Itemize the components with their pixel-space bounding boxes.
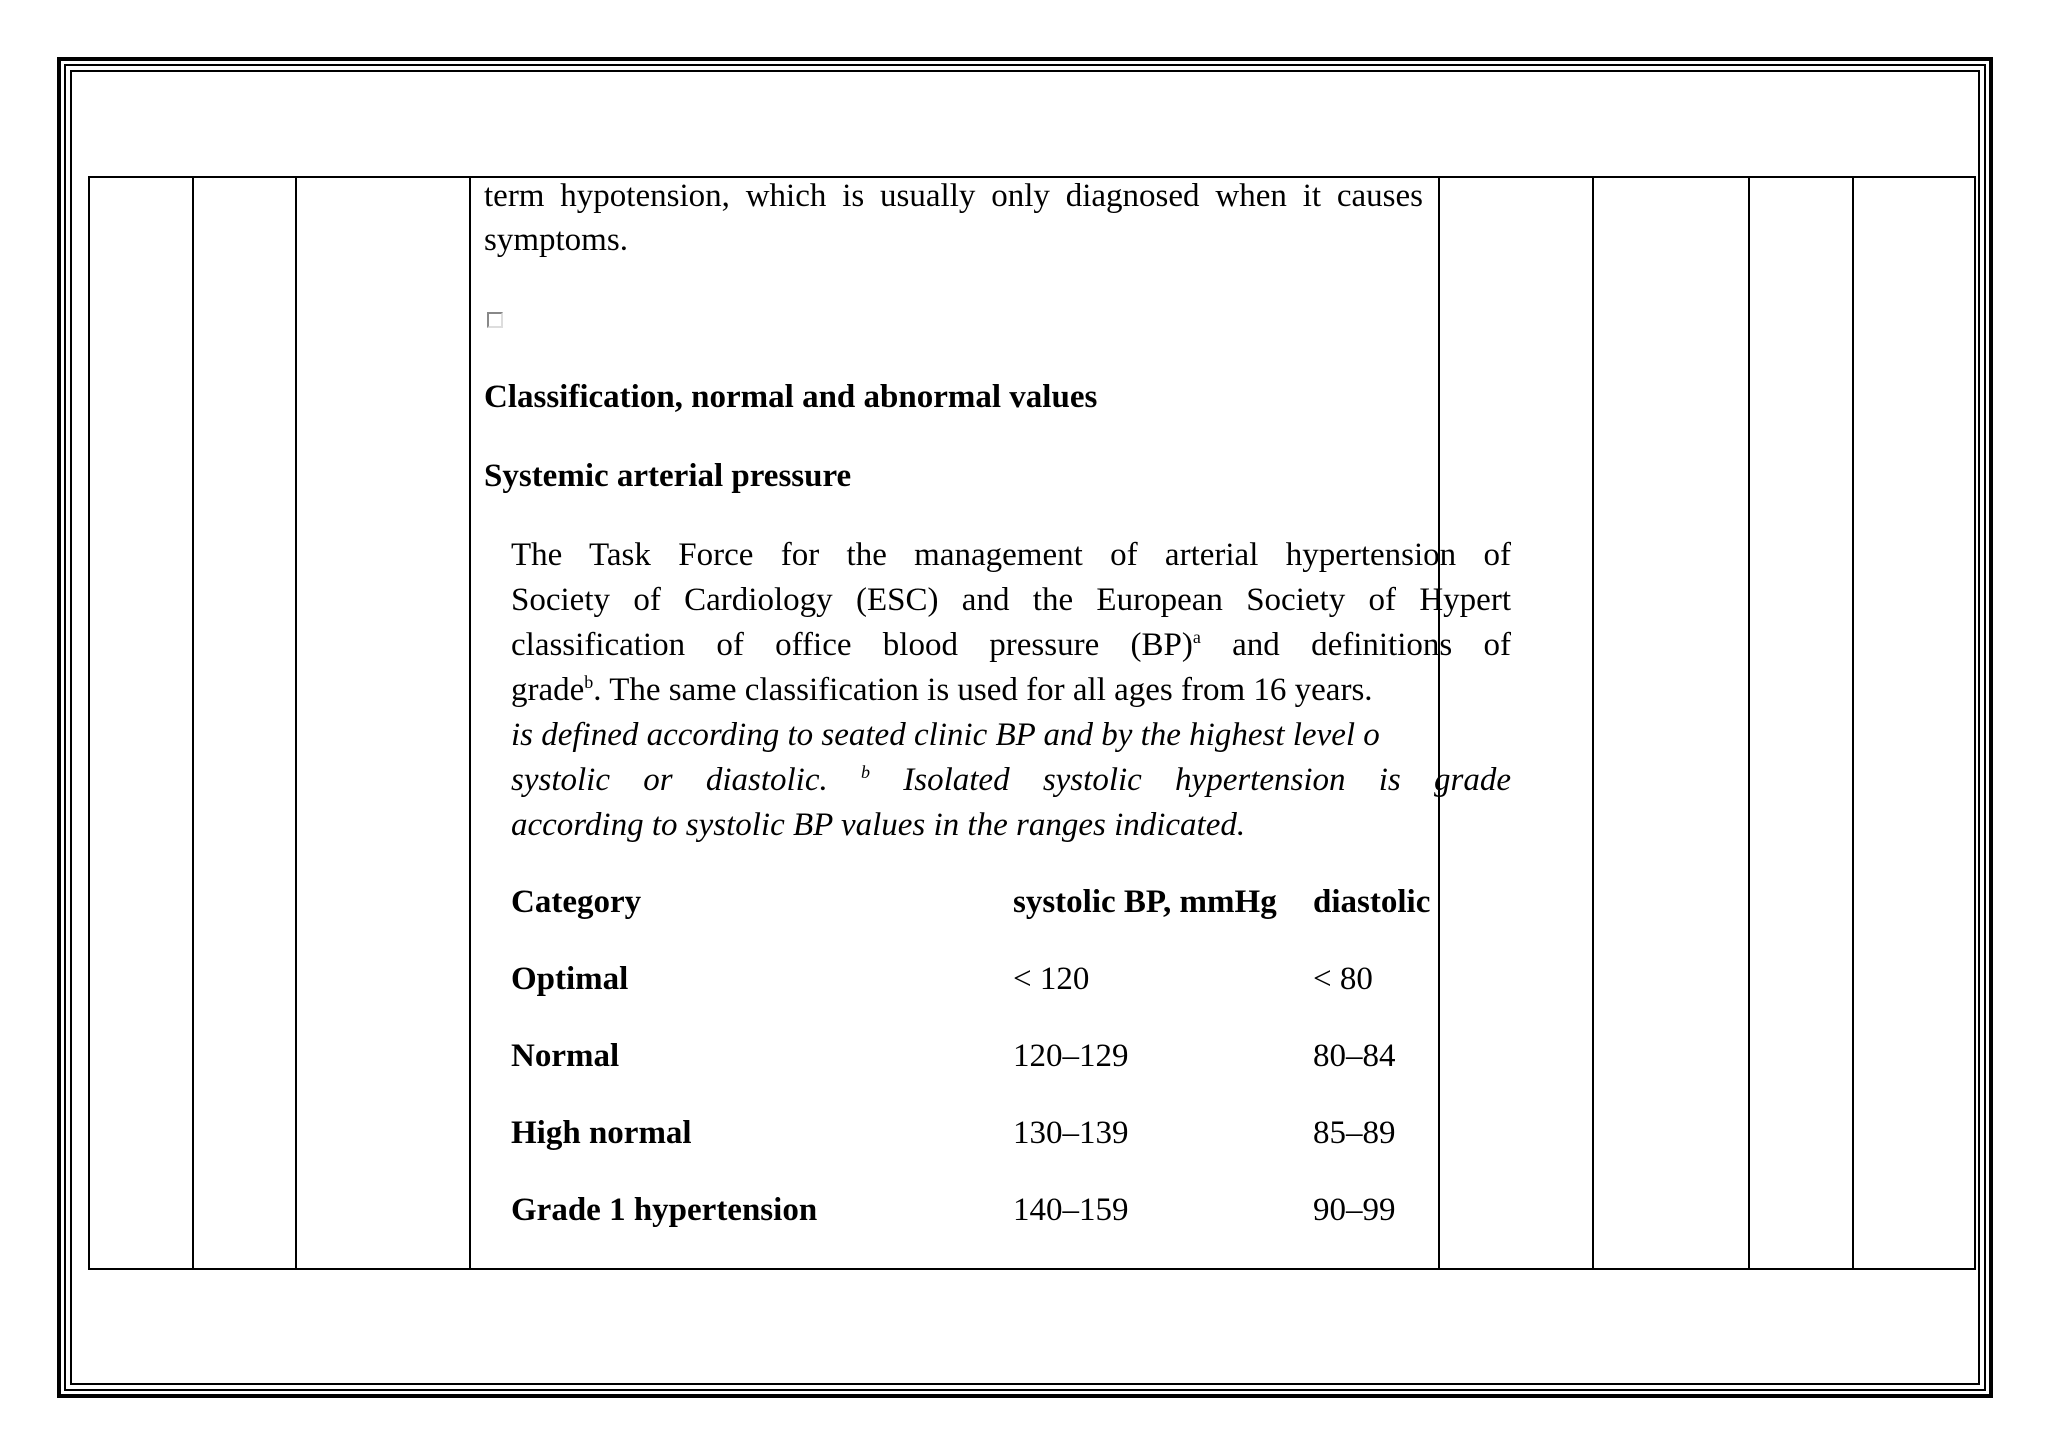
- intro-line: term hypotension, which is usually only diagnosed when it causes: [484, 178, 1423, 214]
- note-line: systolic or diastolic. $^b$ Isolated systolic hypertension is grade: [511, 762, 1512, 798]
- category-cell: Grade 1 hypertension: [511, 1192, 818, 1228]
- category-cell: Normal: [511, 1038, 620, 1074]
- note-line: according to systolic BP values in the ranges indicated.: [511, 807, 1246, 843]
- category-cell: High normal: [511, 1115, 692, 1151]
- section-heading: Classification, normal and abnormal values: [484, 379, 1098, 415]
- column-divider: [295, 176, 297, 1270]
- diastolic-cell: < 80: [1313, 961, 1373, 997]
- table-row: [511, 1192, 1511, 1232]
- category-cell: Optimal: [511, 961, 629, 997]
- systolic-cell: 130–139: [1013, 1115, 1129, 1151]
- footnote-marker: b: [861, 762, 870, 782]
- table-row: [511, 1115, 1511, 1155]
- body-line: The Task Force for the management of arterial hypertension of: [511, 537, 1511, 573]
- checkbox-icon[interactable]: [487, 312, 503, 328]
- body-line: Society of Cardiology (ESC) and the European Society of Hypert: [511, 582, 1511, 618]
- diastolic-cell: 85–89: [1313, 1115, 1396, 1151]
- column-divider: [1592, 176, 1594, 1270]
- header-diastolic: diastolic: [1313, 884, 1431, 920]
- diastolic-cell: 90–99: [1313, 1192, 1396, 1228]
- systolic-cell: 140–159: [1013, 1192, 1129, 1228]
- content-cell: [471, 178, 1512, 1268]
- body-line: classification of office blood pressure (BP)$^a$ and definitions of: [511, 627, 1512, 663]
- column-divider: [1748, 176, 1750, 1270]
- diastolic-cell: 80–84: [1313, 1038, 1396, 1074]
- subsection-heading: Systemic arterial pressure: [484, 458, 852, 494]
- systolic-cell: < 120: [1013, 961, 1090, 997]
- footnote-marker: a: [1192, 627, 1201, 647]
- table-row: [511, 961, 1511, 1001]
- footnote-marker: b: [584, 672, 594, 692]
- table-header-row: [511, 884, 1511, 924]
- column-divider: [192, 176, 194, 1270]
- note-line: is defined according to seated clinic BP and by the highest level o: [511, 717, 1380, 753]
- column-divider: [1852, 176, 1854, 1270]
- body-line: grade$^b$. The same classification is used for all ages from 16 years.: [511, 672, 1373, 708]
- systolic-cell: 120–129: [1013, 1038, 1129, 1074]
- intro-line: symptoms.: [484, 222, 628, 258]
- table-row: [511, 1038, 1511, 1078]
- header-systolic: systolic BP, mmHg: [1013, 884, 1277, 920]
- header-category: Category: [511, 884, 642, 920]
